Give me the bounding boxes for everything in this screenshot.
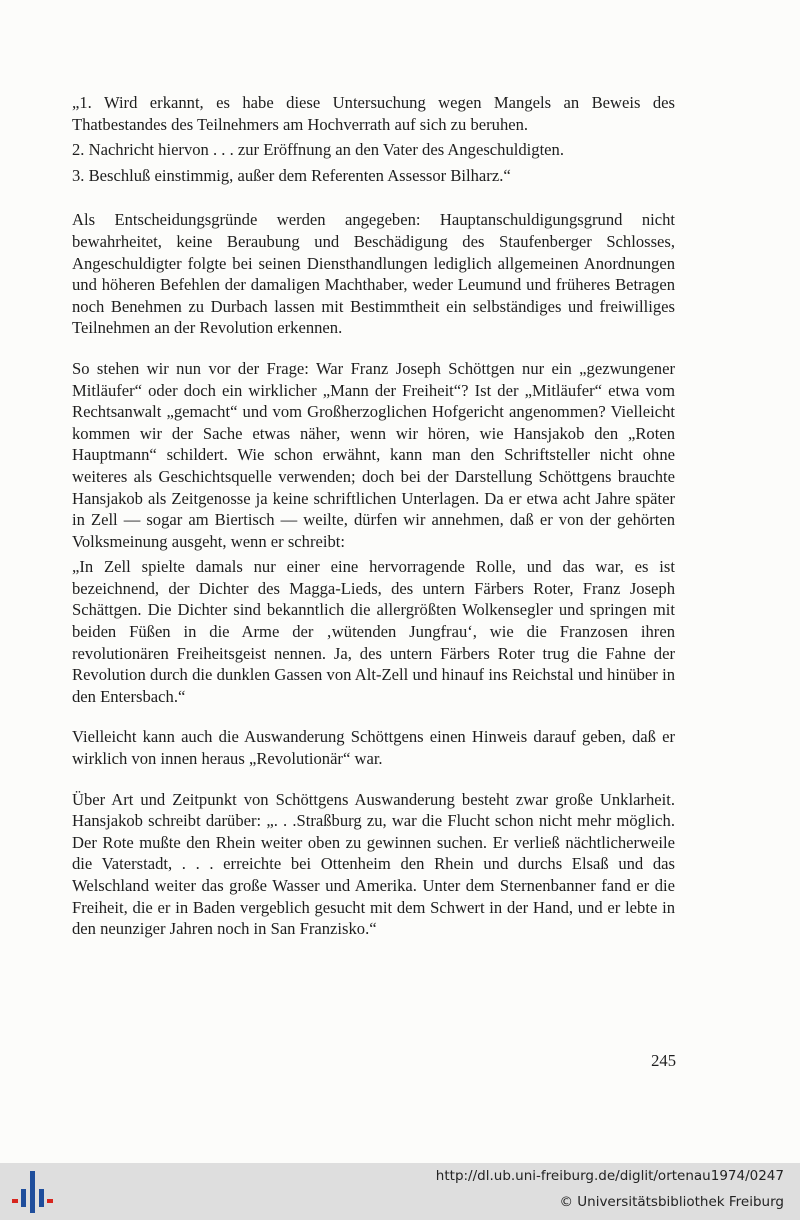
paragraph: So stehen wir nun vor der Frage: War Franz Joseph Schöttgen nur ein „gezwungener Mitläufer“ oder doch ein wirklicher „Mann der Freiheit“? Ist der „Mitläufer“ etwa vom Rechtsanwalt „gemacht“ und vom Großherzoglichen Hofgericht angenommen? Vielleicht kommen wir der Sache etwas näher, wenn wir hören, wie Hansjakob den „Roten Hauptmann“ schildert. Wie schon erwähnt, kann man den Schriftsteller nicht ohne weiteres als Geschichtsquelle verwenden; doch bei der Darstellung Schöttgens brauchte Hansjakob als Zeitgenosse ja keine schriftlichen Unterlagen. Da er etwa acht Jahre später in Zell — sogar am Biertisch — weilte, dürfen wir annehmen, daß er von der gehörten Volksmeinung ausgeht, wenn er schreibt: [72,358,675,551]
paragraph: Über Art und Zeitpunkt von Schöttgens Auswanderung besteht zwar große Unklarheit. Hansjakob schreibt darüber: „. . .Straßburg zu, war die Flucht schon nicht mehr möglich. Der Rote mußte den Rhein weiter oben zu gewinnen suchen. Er verließ nächtlicherweile die Vaterstadt, . . . erreichte bei Ottenheim den Rhein und durchs Elsaß und das Welschland weiter das große Wasser und Amerika. Unter dem Sternenbanner fand er die Freiheit, die er in Baden vergeblich gesucht mit dem Schwert in der Hand, und er lebte in den neunziger Jahren noch in San Franzisko.“ [72,789,675,939]
paragraph: Vielleicht kann auch die Auswanderung Schöttgens einen Hinweis darauf geben, daß er wirklich von innen heraus „Revolutionär“ war. [72,727,675,769]
block-quote: „In Zell spielte damals nur einer eine hervorragende Rolle, und das war, es ist bezeichnend, der Dichter des Magga-Lieds, des untern Färbers Roter, Franz Joseph Schättgen. Die Dichter sind bekanntlich die allergrößten Wolkensegler und springen mit beiden Füßen in die Arme der ‚wütenden Jungfrau‘, wie die Franzosen ihren revolutionären Freiheitsgeist nennen. Ja, des untern Färbers Roter trug die Fahne der Revolution durch die dunklen Gassen von Alt-Zell und hinauf ins Reichstal und hinüber in den Entersbach.“ [72,557,675,706]
page-number: 245 [651,1051,676,1070]
page-body [72,92,675,940]
quote-item: 3. Beschluß einstimmig, außer dem Referenten Assessor Bilharz.“ [72,165,511,185]
paragraph: Als Entscheidungsgründe werden angegeben: Hauptanschuldigungsgrund nicht bewahrheitet, keine Beraubung und Beschädigung des Staufenberger Schlosses, Angeschuldigter folgte bei seinen Diensthandlungen lediglich allgemeinen Anordnungen und höheren Befehlen der damaligen Machthaber, weder Leumund und früheres Betragen noch Benehmen zu Durbach lassen mit Bestimmtheit ein selbständiges und freiwilliges Teilnehmen an der Revolution erkennen. [72,210,675,338]
quoted-resolution [72,92,675,186]
ub-freiburg-logo-icon [10,1169,54,1215]
copyright-notice: © Universitätsbibliothek Freiburg [559,1194,784,1210]
quote-item: 2. Nachricht hiervon . . . zur Eröffnung an den Vater des Angeschuldigten. [72,140,564,160]
permalink-link[interactable]: http://dl.ub.uni-freiburg.de/diglit/ortenau1974/0247 [435,1168,784,1184]
quote-item: „1. Wird erkannt, es habe diese Untersuchung wegen Mangels an Beweis des Thatbestandes des Teilnehmers am Hochverrath auf sich zu beruhen. [72,93,675,134]
